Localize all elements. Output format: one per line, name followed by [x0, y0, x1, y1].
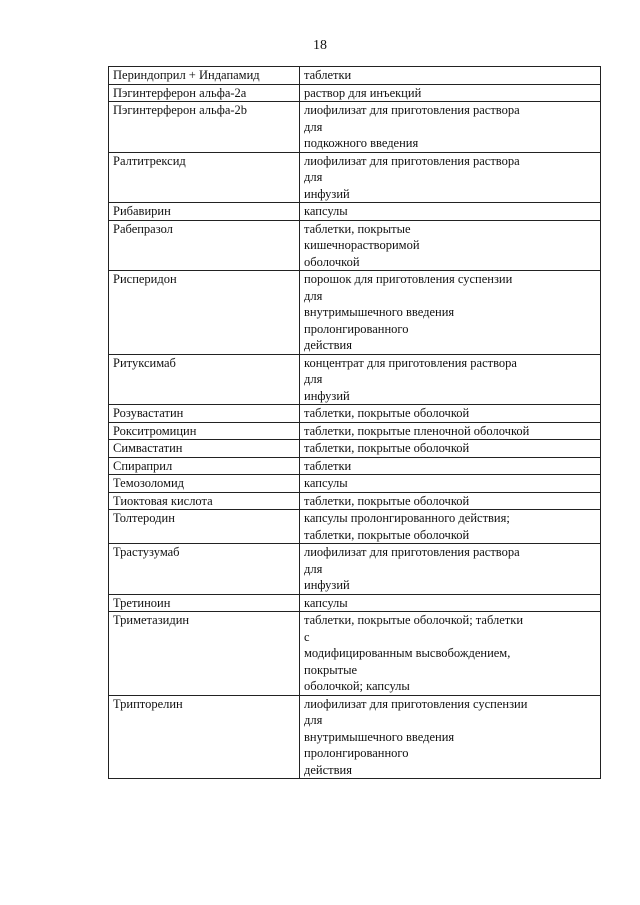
dosage-form-cell: [300, 612, 601, 696]
dosage-form-cell: [300, 152, 601, 203]
table-row: [109, 102, 601, 153]
drug-name: Толтеродин: [113, 511, 175, 525]
dosage-form-line: для: [304, 372, 323, 386]
dosage-form-line: с: [304, 629, 310, 644]
dosage-form-line: кишечнорастворимой: [304, 238, 420, 252]
dosage-form-line: действия: [304, 762, 352, 777]
dosage-form-line: таблетки, покрытые пленочной оболочкой: [304, 423, 530, 438]
drug-name: Рисперидон: [113, 272, 177, 286]
dosage-form-line: таблетки, покрытые оболочкой: [304, 493, 470, 508]
dosage-form-cell: [300, 440, 601, 458]
dosage-form-line: пролонгированного: [304, 746, 409, 760]
drug-name-cell: [109, 695, 300, 779]
dosage-form-cell: [300, 203, 601, 221]
dosage-form-line: инфузий: [304, 186, 350, 201]
dosage-form-line: таблетки, покрытые: [304, 221, 411, 236]
drug-name-cell: [109, 612, 300, 696]
dosage-form-cell: [300, 422, 601, 440]
drug-table-body: [109, 67, 601, 779]
drug-name: Рабепразол: [113, 221, 173, 236]
dosage-form-line: пролонгированного: [304, 321, 409, 336]
table-row: [109, 594, 601, 612]
drug-name: Тиоктовая кислота: [113, 493, 213, 508]
drug-name: Пэгинтерферон альфа-2b: [113, 103, 248, 117]
dosage-form-line: таблетки, покрытые оболочкой: [304, 527, 470, 542]
drug-name-cell: [109, 544, 300, 595]
table-row: [109, 203, 601, 221]
drug-name: Пэгинтерферон альфа-2а: [113, 85, 247, 100]
drug-name-cell: [109, 440, 300, 458]
table-row: [109, 405, 601, 423]
drug-name: Триметазидин: [113, 613, 190, 627]
drug-name: Трастузумаб: [113, 545, 180, 559]
table-row: [109, 67, 601, 85]
drug-name: Темозоломид: [113, 476, 185, 490]
drug-name: Симвастатин: [113, 441, 183, 455]
dosage-form-line: инфузий: [304, 388, 350, 403]
table-row: [109, 220, 601, 271]
drug-name: Третиноин: [113, 595, 171, 610]
dosage-form-cell: [300, 67, 601, 85]
drug-name-cell: [109, 84, 300, 102]
table-row: [109, 422, 601, 440]
dosage-form-line: капсулы: [304, 204, 348, 218]
table-row: [109, 457, 601, 475]
dosage-form-line: для: [304, 170, 323, 184]
drug-name: Спираприл: [113, 458, 173, 473]
dosage-form-line: раствор для инъекций: [304, 85, 422, 100]
dosage-form-line: инфузий: [304, 578, 350, 592]
dosage-form-line: капсулы: [304, 476, 348, 490]
dosage-form-cell: [300, 544, 601, 595]
dosage-form-line: покрытые: [304, 662, 358, 677]
dosage-form-cell: [300, 594, 601, 612]
drug-name-cell: [109, 422, 300, 440]
dosage-form-line: действия: [304, 338, 352, 352]
table-row: [109, 544, 601, 595]
dosage-form-line: капсулы: [304, 595, 348, 610]
drug-name: Ритуксимаб: [113, 355, 176, 370]
dosage-form-cell: [300, 102, 601, 153]
dosage-form-line: лиофилизат для приготовления суспензии: [304, 696, 528, 711]
dosage-form-line: для: [304, 119, 323, 134]
drug-name-cell: [109, 102, 300, 153]
dosage-form-line: таблетки, покрытые оболочкой: [304, 441, 470, 455]
drug-table: [108, 66, 601, 779]
dosage-form-line: таблетки, покрытые оболочкой; таблетки: [304, 613, 524, 627]
dosage-form-cell: [300, 271, 601, 355]
dosage-form-cell: [300, 84, 601, 102]
dosage-form-cell: [300, 405, 601, 423]
dosage-form-line: модифицированным высвобождением,: [304, 646, 511, 660]
table-row: [109, 492, 601, 510]
drug-name-cell: [109, 271, 300, 355]
dosage-form-line: для: [304, 713, 323, 727]
dosage-form-cell: [300, 510, 601, 544]
dosage-form-line: концентрат для приготовления раствора: [304, 355, 517, 370]
dosage-form-line: лиофилизат для приготовления раствора: [304, 153, 520, 168]
drug-name-cell: [109, 203, 300, 221]
dosage-form-line: таблетки: [304, 68, 352, 82]
dosage-form-cell: [300, 492, 601, 510]
dosage-form-line: внутримышечного введения: [304, 729, 455, 744]
drug-name: Рокситромицин: [113, 423, 197, 438]
page-number: 18: [313, 38, 327, 53]
table-row: [109, 440, 601, 458]
dosage-form-line: порошок для приготовления суспензии: [304, 272, 513, 286]
drug-name-cell: [109, 510, 300, 544]
dosage-form-line: внутримышечного введения: [304, 305, 455, 319]
table-row: [109, 152, 601, 203]
drug-name-cell: [109, 492, 300, 510]
dosage-form-cell: [300, 475, 601, 493]
dosage-form-line: лиофилизат для приготовления раствора: [304, 103, 520, 117]
drug-name-cell: [109, 475, 300, 493]
dosage-form-cell: [300, 695, 601, 779]
dosage-form-line: таблетки, покрытые оболочкой: [304, 406, 470, 420]
dosage-form-line: капсулы пролонгированного действия;: [304, 511, 510, 525]
drug-name: Розувастатин: [113, 406, 184, 420]
dosage-form-line: оболочкой; капсулы: [304, 679, 410, 693]
drug-name-cell: [109, 457, 300, 475]
table-row: [109, 475, 601, 493]
table-row: [109, 695, 601, 779]
drug-name-cell: [109, 152, 300, 203]
dosage-form-line: для: [304, 561, 323, 576]
drug-name-cell: [109, 594, 300, 612]
table-row: [109, 510, 601, 544]
dosage-form-line: подкожного введения: [304, 136, 419, 150]
drug-name-cell: [109, 67, 300, 85]
dosage-form-cell: [300, 354, 601, 405]
drug-name: Рибавирин: [113, 204, 171, 218]
dosage-form-cell: [300, 220, 601, 271]
table-row: [109, 84, 601, 102]
table-row: [109, 271, 601, 355]
drug-name: Периндоприл + Индапамид: [113, 68, 260, 82]
drug-name-cell: [109, 354, 300, 405]
table-row: [109, 612, 601, 696]
drug-name-cell: [109, 405, 300, 423]
drug-name: Трипторелин: [113, 696, 183, 711]
drug-name-cell: [109, 220, 300, 271]
dosage-form-line: для: [304, 288, 323, 303]
dosage-form-line: таблетки: [304, 458, 352, 473]
dosage-form-cell: [300, 457, 601, 475]
table-row: [109, 354, 601, 405]
dosage-form-line: лиофилизат для приготовления раствора: [304, 545, 520, 559]
dosage-form-line: оболочкой: [304, 254, 360, 269]
drug-name: Ралтитрексид: [113, 153, 186, 168]
